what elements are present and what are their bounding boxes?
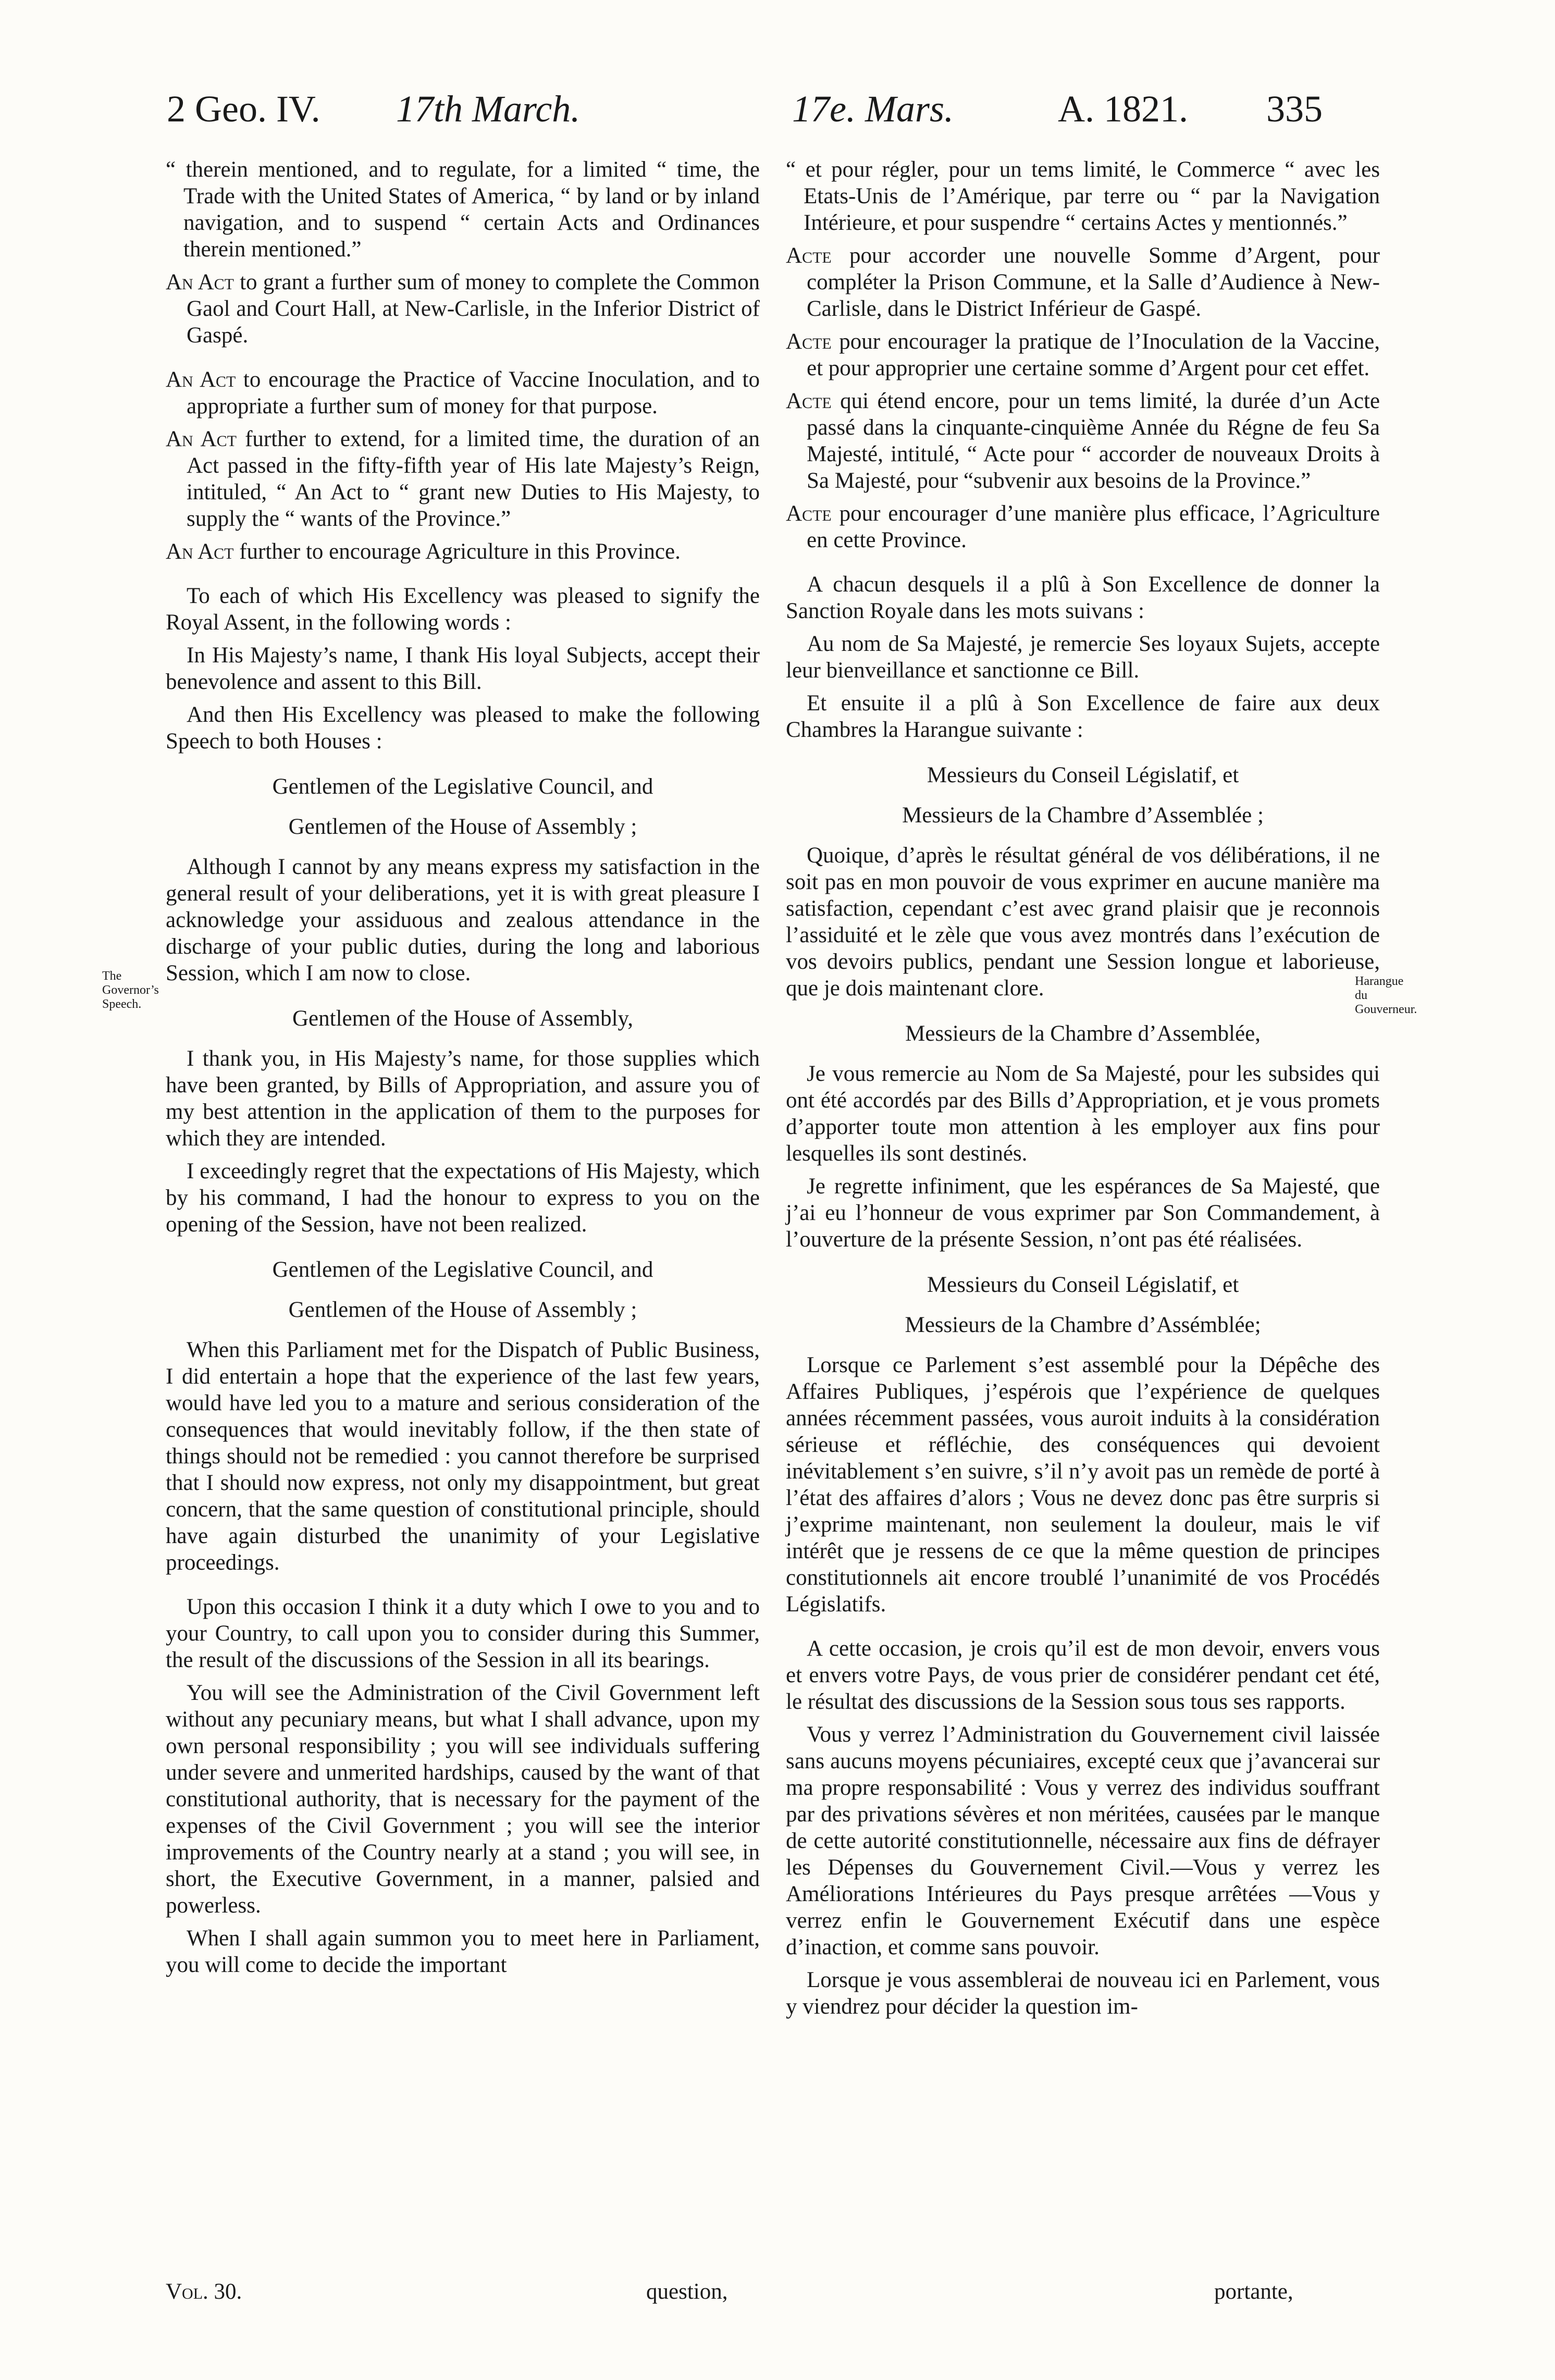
act-lead: An Act	[166, 270, 234, 294]
address-line: Messieurs du Conseil Législatif, et	[927, 763, 1239, 787]
paragraph: A cette occasion, je crois qu’il est de mon devoir, envers vous et envers votre Pays, de vous prier de considérer pendant cet été, le résultat des discussions de la Session sous tous ses rapports.	[786, 1636, 1380, 1714]
address-line: Messieurs de la Chambre d’Assemblée,	[905, 1021, 1261, 1046]
act-text: pour accorder une nouvelle Somme d’Argent, pour compléter la Prison Commune, et la Salle d’Audience à New-Carlisle, dans le District Inférieur de Gaspé.	[807, 243, 1380, 321]
act-text: to encourage the Practice of Vaccine Inoculation, and to appropriate a further sum of money for that purpose.	[187, 367, 760, 418]
act-lead: An Act	[166, 427, 237, 451]
page-number: 335	[1266, 88, 1323, 130]
volume-signature: Vol. 30.	[166, 2279, 242, 2304]
act-entry	[786, 500, 1380, 553]
act-entry	[166, 366, 760, 420]
paragraph: When this Parliament met for the Dispatch of Public Business, I did entertain a hope that the experience of the last few years, would have led you to a mature and serious consideration of the consequences that would inevitably follow, if the then state of things should not be remedied : you cannot therefore be surprised that I should now express, not only my disappointment, but great concern, that the same question of constitutional principle, should have again disturbed the unanimity of your Legislative proceedings.	[166, 1338, 760, 1575]
catchword-english: question,	[646, 2279, 728, 2304]
act-text: pour encourager d’une manière plus efficace, l’Agriculture en cette Province.	[807, 501, 1380, 552]
paragraph: “ therein mentioned, and to regulate, for a limited “ time, the Trade with the United States of America, “ by land or by inland navigation, and to suspend “ certain Acts and Ordinances therein mentioned.”	[166, 157, 760, 262]
paragraph: Upon this occasion I think it a duty which I owe to you and to your Country, to call upon you to consider during this Summer, the result of the discussions of the Session in all its bearings.	[166, 1595, 760, 1672]
act-entry	[786, 388, 1380, 494]
address-line: Messieurs de la Chambre d’Assemblée ;	[902, 803, 1264, 828]
date-english: 17th March.	[396, 88, 581, 130]
margin-note-french: Harangue du Gouverneur.	[1355, 975, 1417, 1016]
act-entry	[166, 426, 760, 532]
address-line: Gentlemen of the House of Assembly ;	[288, 1298, 637, 1322]
speech-address	[786, 1020, 1380, 1047]
speech-address	[166, 1005, 760, 1032]
paragraph: Although I cannot by any means express my satisfaction in the general result of your deliberations, yet it is with great pleasure I acknowledge your assiduous and zealous attendance in the discharge of your public duties, during the long and laborious Session, which I am now to close.	[166, 855, 760, 985]
paragraph: And then His Excellency was pleased to make the following Speech to both Houses :	[166, 702, 760, 754]
paragraph: I exceedingly regret that the expectations of His Majesty, which by his command, I had the honour to express to you on the opening of the Session, have not been realized.	[166, 1159, 760, 1237]
paragraph: Lorsque je vous assemblerai de nouveau ici en Parlement, vous y viendrez pour décider la question im-	[786, 1968, 1380, 2019]
paragraph: I thank you, in His Majesty’s name, for those supplies which have been granted, by Bills of Appropriation, and assure you of my best attention in the application of them to the purposes for which they are intended.	[166, 1046, 760, 1151]
act-text: further to encourage Agriculture in this Province.	[239, 539, 681, 564]
speech-address	[786, 1272, 1380, 1338]
act-text: further to extend, for a limited time, the duration of an Act passed in the fifty-fifth year of His late Majesty’s Reign, intituled, “ An Act to “ grant new Duties to His Majesty, to supply the “ wants of the Province.”	[187, 427, 760, 531]
paragraph: “ et pour régler, pour un tems limité, le Commerce “ avec les Etats-Unis de l’Amérique, par terre ou “ par la Navigation Intérieure, et pour suspendre “ certains Actes y mentionnés.”	[786, 157, 1380, 235]
paragraph: When I shall again summon you to meet here in Parliament, you will come to decide the important	[166, 1926, 760, 1977]
speech-address	[166, 773, 760, 840]
paragraph: Quoique, d’après le résultat général de vos délibérations, il ne soit pas en mon pouvoir de vous exprimer en aucune manière ma satisfaction, cependant c’est avec grand plaisir que je reconnois l’assiduité et le zèle que vous avez montrés dans l’exécution de vos devoirs publics, pendant une Session longue et laborieuse, que je dois maintenant clore.	[786, 843, 1380, 1001]
royal-assent-formula: Au nom de Sa Majesté, je remercie Ses loyaux Sujets, accepte leur bienveillance et sanctionne ce Bill.	[786, 632, 1380, 683]
address-line: Gentlemen of the Legislative Council, and	[272, 1257, 653, 1282]
act-entry	[166, 538, 760, 565]
address-line: Gentlemen of the House of Assembly,	[292, 1006, 634, 1031]
royal-assent-formula: In His Majesty’s name, I thank His loyal Subjects, accept their benevolence and assent to this Bill.	[166, 643, 760, 694]
act-entry	[786, 328, 1380, 381]
french-column	[786, 156, 1380, 2026]
address-line: Gentlemen of the Legislative Council, and	[272, 774, 653, 799]
paragraph: A chacun desquels il a plû à Son Excellence de donner la Sanction Royale dans les mots suivans :	[786, 572, 1380, 623]
speech-address	[166, 1256, 760, 1323]
paragraph: Je vous remercie au Nom de Sa Majesté, pour les subsides qui ont été accordés par des Bills d’Appropriation, et je vous promets d’apporter toute mon attention à les employer aux fins pour lesquelles ils sont destinés.	[786, 1062, 1380, 1166]
act-lead: An Act	[166, 367, 236, 392]
year: A. 1821.	[1058, 88, 1188, 130]
act-lead: Acte	[786, 501, 832, 526]
address-line: Gentlemen of the House of Assembly ;	[288, 815, 637, 839]
act-text: to grant a further sum of money to complete the Common Gaol and Court Hall, at New-Carlisle, in the Inferior District of Gaspé.	[187, 270, 760, 348]
running-header	[0, 88, 1555, 150]
regnal-year: 2 Geo. IV.	[167, 88, 320, 130]
catchword-french: portante,	[1214, 2279, 1293, 2304]
act-text: pour encourager la pratique de l’Inoculation de la Vaccine, et pour approprier une certaine somme d’Argent pour cet effet.	[807, 329, 1380, 380]
paragraph: To each of which His Excellency was pleased to signify the Royal Assent, in the following words :	[166, 584, 760, 635]
act-lead: Acte	[786, 389, 832, 413]
paragraph: Vous y verrez l’Administration du Gouvernement civil laissée sans aucuns moyens pécuniaires, excepté ceux que j’avancerai sur ma propre responsabilité : Vous y verrez des individus souffrant par des privations sévères et non méritées, causées par le manque de cette autorité constitutionnelle, nécessaire aux fins de défrayer les Dépenses du Gouvernement Civil.—Vous y verrez les Améliorations Intérieures du Pays presque arrêtées —Vous y verrez enfin le Gouvernement Exécutif dans une espèce d’inaction, et comme sans pouvoir.	[786, 1722, 1380, 1959]
date-french: 17e. Mars.	[792, 88, 954, 130]
address-line: Messieurs du Conseil Législatif, et	[927, 1273, 1239, 1297]
act-entry	[166, 269, 760, 349]
paragraph: Et ensuite il a plû à Son Excellence de faire aux deux Chambres la Harangue suivante :	[786, 691, 1380, 742]
address-line: Messieurs de la Chambre d’Assémblée;	[905, 1313, 1261, 1337]
act-lead: An Act	[166, 539, 234, 564]
margin-note-english: The Governor’s Speech.	[102, 969, 159, 1011]
act-entry	[786, 242, 1380, 322]
paragraph: Je regrette infiniment, que les espérances de Sa Majesté, que j’ai eu l’honneur de vous exprimer par Son Commandement, à l’ouverture de la présente Session, n’ont pas été réalisées.	[786, 1174, 1380, 1252]
act-lead: Acte	[786, 243, 832, 268]
act-text: qui étend encore, pour un tems limité, la durée d’un Acte passé dans la cinquante-cinquième Année du Régne de feu Sa Majesté, intitulé, “ Acte pour “ accorder de nouveaux Droits à Sa Majesté, pour “subvenir aux besoins de la Province.”	[807, 389, 1380, 493]
speech-address	[786, 762, 1380, 829]
act-lead: Acte	[786, 329, 832, 354]
paragraph: Lorsque ce Parlement s’est assemblé pour la Dépêche des Affaires Publiques, j’espérois que l’expérience de quelques années récemment passées, vous auroit induits à la considération sérieuse et réfléchie, des conséquences qui devoient inévitablement s’en suivre, s’il n’y avoit pas un remède de porté à l’état des affaires d’alors ; Vous ne devez donc pas être surpris si j’exprime maintenant, non seulement la douleur, mais le vif intérêt que je ressens de ce que la même question de principes constitutionnels ait encore troublé l’unanimité de vos Procédés Législatifs.	[786, 1353, 1380, 1617]
paragraph: You will see the Administration of the Civil Government left without any pecuniary means, but what I shall advance, upon my own personal responsibility ; you will see individuals suffering under severe and unmerited hardships, caused by the want of that constitutional authority, that is necessary for the payment of the expenses of the Civil Government ; you will see the interior improvements of the Country nearly at a stand ; you will see, in short, the Executive Government, in a manner, palsied and powerless.	[166, 1681, 760, 1918]
english-column	[166, 156, 760, 1984]
